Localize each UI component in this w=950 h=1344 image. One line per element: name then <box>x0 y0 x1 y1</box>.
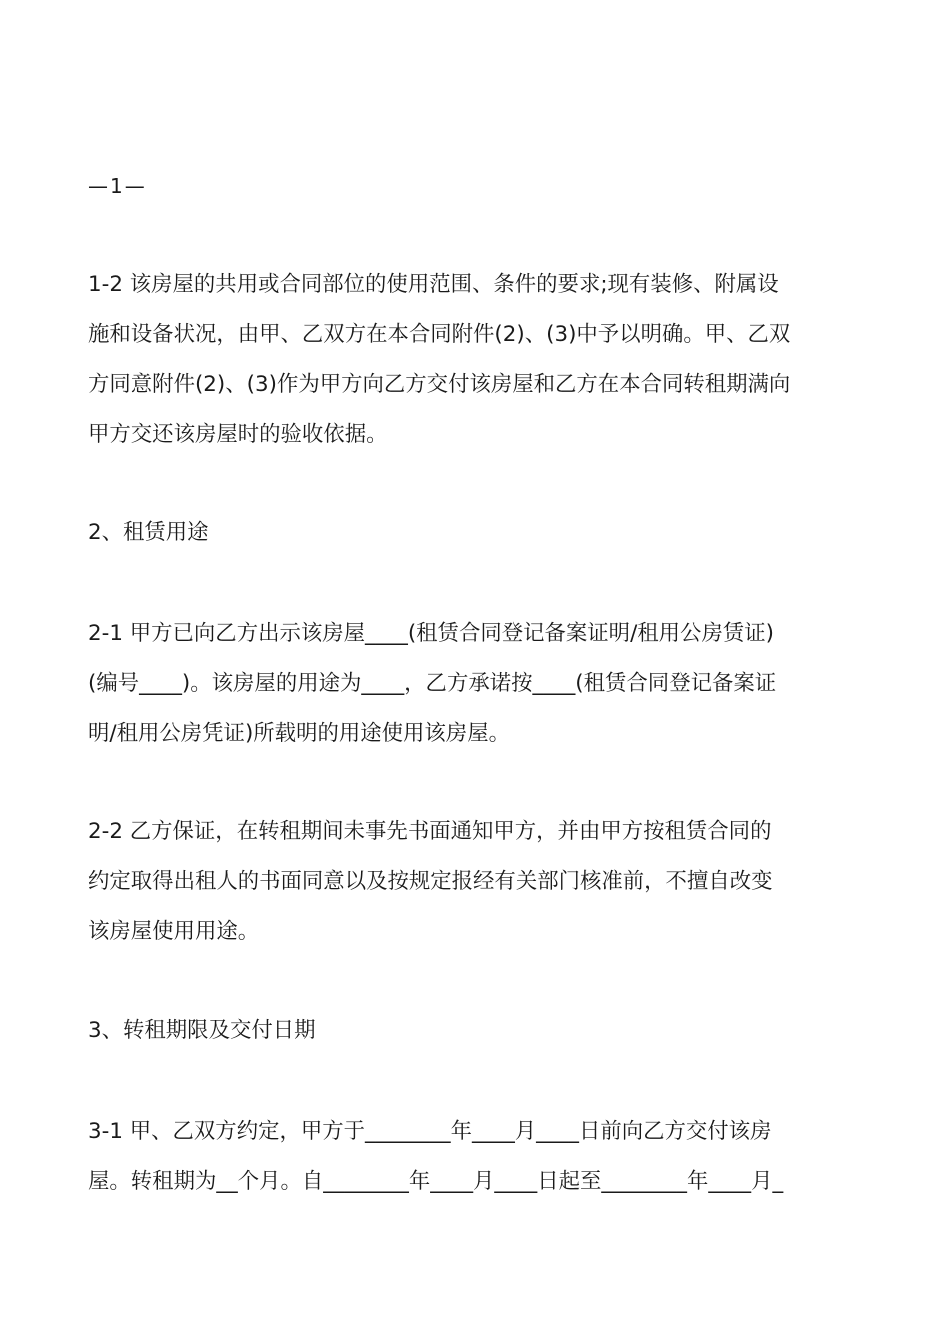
clause-2-2 <box>88 807 863 957</box>
section-heading-3 <box>88 1006 316 1056</box>
clause-3-1 <box>88 1107 863 1207</box>
clause-2-1 <box>88 609 863 759</box>
text-line: 方同意附件(2)、(3)作为甲方向乙方交付该房屋和乙方在本合同转租期满向 <box>88 372 791 397</box>
page-number: —1— <box>88 174 147 198</box>
text-line: 施和设备状况，由甲、乙双方在本合同附件(2)、(3)中予以明确。甲、乙双 <box>88 322 791 347</box>
text-line: 3-1 甲、乙双方约定，甲方于________年____月____日前向乙方交付该房 <box>88 1119 772 1144</box>
text-line: 约定取得出租人的书面同意以及按规定报经有关部门核准前，不擅自改变 <box>88 869 773 894</box>
text-line: 2-1 甲方已向乙方出示该房屋____(租赁合同登记备案证明/租用公房赁证) <box>88 621 774 646</box>
section-heading-2 <box>88 508 209 558</box>
text-line: 屋。转租期为__个月。自________年____月____日起至________年____月_ <box>88 1169 784 1194</box>
text-line: (编号____)。该房屋的用途为____，乙方承诺按____(租赁合同登记备案证 <box>88 671 777 696</box>
heading-text: 2、租赁用途 <box>88 520 209 545</box>
clause-1-2 <box>88 260 863 460</box>
text-line: 1-2 该房屋的共用或合同部位的使用范围、条件的要求;现有装修、附属设 <box>88 272 779 297</box>
heading-text: 3、转租期限及交付日期 <box>88 1018 316 1043</box>
text-line: 甲方交还该房屋时的验收依据。 <box>88 422 388 447</box>
text-line: 该房屋使用用途。 <box>88 919 260 944</box>
text-line: 明/租用公房凭证)所载明的用途使用该房屋。 <box>88 721 510 746</box>
text-line: 2-2 乙方保证，在转租期间未事先书面通知甲方，并由甲方按租赁合同的 <box>88 819 772 844</box>
